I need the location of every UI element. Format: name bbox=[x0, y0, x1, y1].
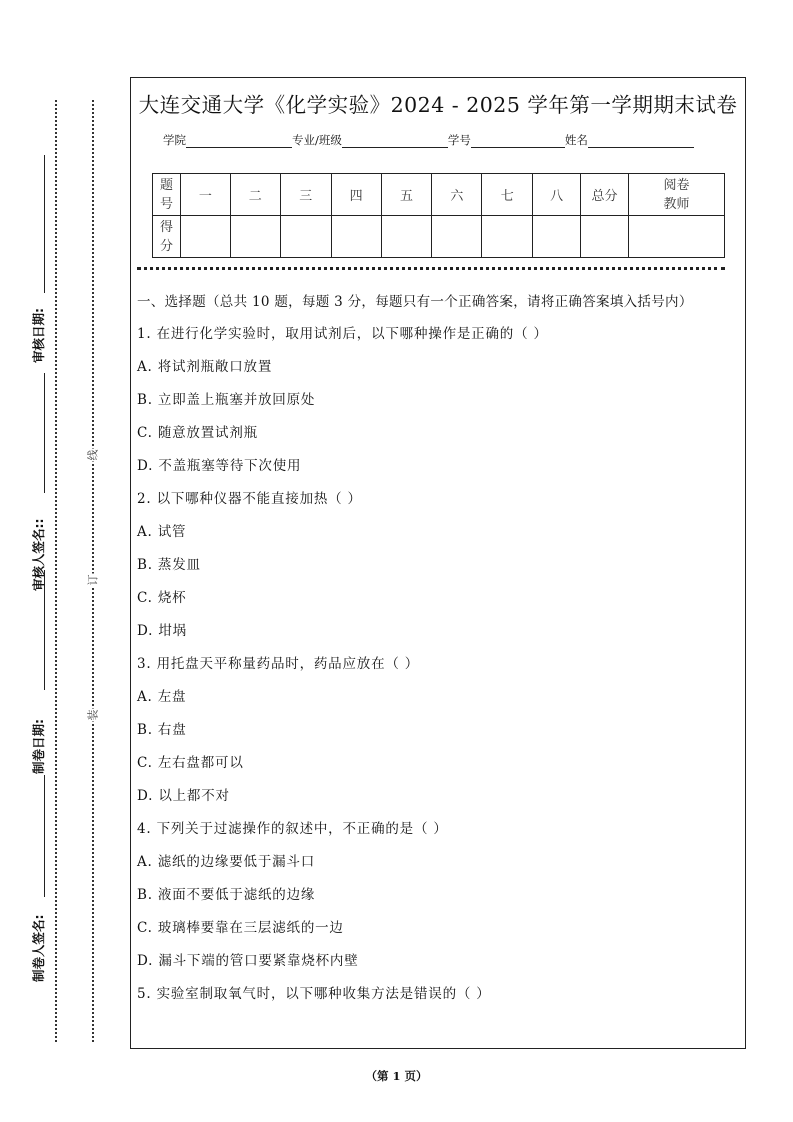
score-cell[interactable] bbox=[230, 216, 280, 258]
row-label: 题号 bbox=[153, 174, 181, 216]
column-header: 三 bbox=[280, 174, 331, 216]
major-class-label: 专业/班级 bbox=[292, 133, 342, 147]
answer-option: B. 液面不要低于滤纸的边缘 bbox=[137, 887, 316, 903]
answer-option: A. 将试剂瓶敞口放置 bbox=[137, 359, 273, 375]
name-field[interactable] bbox=[588, 135, 694, 148]
dotted-cut-line-inner bbox=[92, 100, 94, 1042]
paper-author-signature-label: 制卷人签名: bbox=[31, 914, 46, 982]
question-number-row bbox=[153, 174, 725, 216]
answer-option: C. 烧杯 bbox=[137, 590, 187, 606]
paper-date-label: 制卷日期: bbox=[31, 719, 46, 774]
dotted-divider bbox=[137, 267, 725, 270]
reviewer-signature-label: 审核人签名:: bbox=[31, 518, 46, 591]
row-label: 得分 bbox=[153, 216, 181, 258]
answer-option: B. 右盘 bbox=[137, 722, 187, 738]
score-cell[interactable] bbox=[628, 216, 724, 258]
score-cell[interactable] bbox=[432, 216, 482, 258]
multiple-choice-section bbox=[137, 292, 731, 1017]
answer-option: A. 试管 bbox=[137, 524, 187, 540]
score-cell[interactable] bbox=[180, 216, 230, 258]
name-label: 姓名 bbox=[564, 133, 588, 147]
score-cell[interactable] bbox=[331, 216, 381, 258]
answer-option: D. 漏斗下端的管口要紧靠烧杯内壁 bbox=[137, 953, 359, 969]
student-id-field[interactable] bbox=[471, 135, 565, 148]
column-header: 七 bbox=[482, 174, 533, 216]
answer-option: B. 立即盖上瓶塞并放回原处 bbox=[137, 392, 316, 408]
answer-option: D. 坩埚 bbox=[137, 623, 187, 639]
signature-underline bbox=[44, 775, 45, 897]
question-stem: 2. 以下哪种仪器不能直接加热（ ） bbox=[137, 491, 362, 507]
answer-option: C. 随意放置试剂瓶 bbox=[137, 425, 258, 441]
question-stem: 4. 下列关于过滤操作的叙述中，不正确的是（ ） bbox=[137, 821, 448, 837]
signature-underline bbox=[44, 155, 45, 293]
dotted-cut-line-outer bbox=[55, 100, 57, 1042]
column-header: 总分 bbox=[581, 174, 629, 216]
score-cell[interactable] bbox=[533, 216, 581, 258]
score-cell[interactable] bbox=[482, 216, 533, 258]
score-cell[interactable] bbox=[280, 216, 331, 258]
answer-option: C. 玻璃棒要靠在三层滤纸的一边 bbox=[137, 920, 344, 936]
question-stem: 3. 用托盘天平称量药品时，药品应放在（ ） bbox=[137, 656, 420, 672]
answer-option: A. 左盘 bbox=[137, 689, 187, 705]
binding-mark-line: 线 bbox=[86, 449, 100, 461]
binding-mark-order: 订 bbox=[86, 574, 100, 586]
score-cell[interactable] bbox=[581, 216, 629, 258]
column-header: 五 bbox=[381, 174, 432, 216]
signature-underline bbox=[44, 373, 45, 493]
column-header: 四 bbox=[331, 174, 381, 216]
student-id-label: 学号 bbox=[447, 133, 471, 147]
column-header: 六 bbox=[432, 174, 482, 216]
college-field[interactable] bbox=[186, 135, 292, 148]
page-number: （第 1 页） bbox=[365, 1069, 428, 1083]
exam-title: 大连交通大学《化学实验》2024 - 2025 学年第一学期期末试卷 bbox=[138, 93, 738, 117]
column-header: 阅卷教师 bbox=[628, 174, 724, 216]
review-date-label: 审核日期: bbox=[31, 308, 46, 363]
score-table bbox=[152, 173, 725, 258]
score-row bbox=[153, 216, 725, 258]
major-class-field[interactable] bbox=[342, 135, 448, 148]
column-header: 八 bbox=[533, 174, 581, 216]
column-header: 一 bbox=[180, 174, 230, 216]
answer-option: B. 蒸发皿 bbox=[137, 557, 201, 573]
exam-frame bbox=[130, 77, 746, 1049]
question-stem: 1. 在进行化学实验时，取用试剂后，以下哪种操作是正确的（ ） bbox=[137, 326, 548, 342]
binding-mark-bind: 装 bbox=[86, 709, 100, 721]
college-label: 学院 bbox=[163, 133, 186, 147]
column-header: 二 bbox=[230, 174, 280, 216]
answer-option: A. 滤纸的边缘要低于漏斗口 bbox=[137, 854, 316, 870]
answer-option: C. 左右盘都可以 bbox=[137, 755, 244, 771]
question-stem: 5. 实验室制取氧气时，以下哪种收集方法是错误的（ ） bbox=[137, 986, 491, 1002]
answer-option: D. 不盖瓶塞等待下次使用 bbox=[137, 458, 302, 474]
section-heading: 一、选择题（总共 10 题，每题 3 分，每题只有一个正确答案，请将正确答案填入括号内） bbox=[137, 294, 693, 310]
answer-option: D. 以上都不对 bbox=[137, 788, 230, 804]
student-info-row bbox=[163, 132, 694, 148]
score-cell[interactable] bbox=[381, 216, 432, 258]
